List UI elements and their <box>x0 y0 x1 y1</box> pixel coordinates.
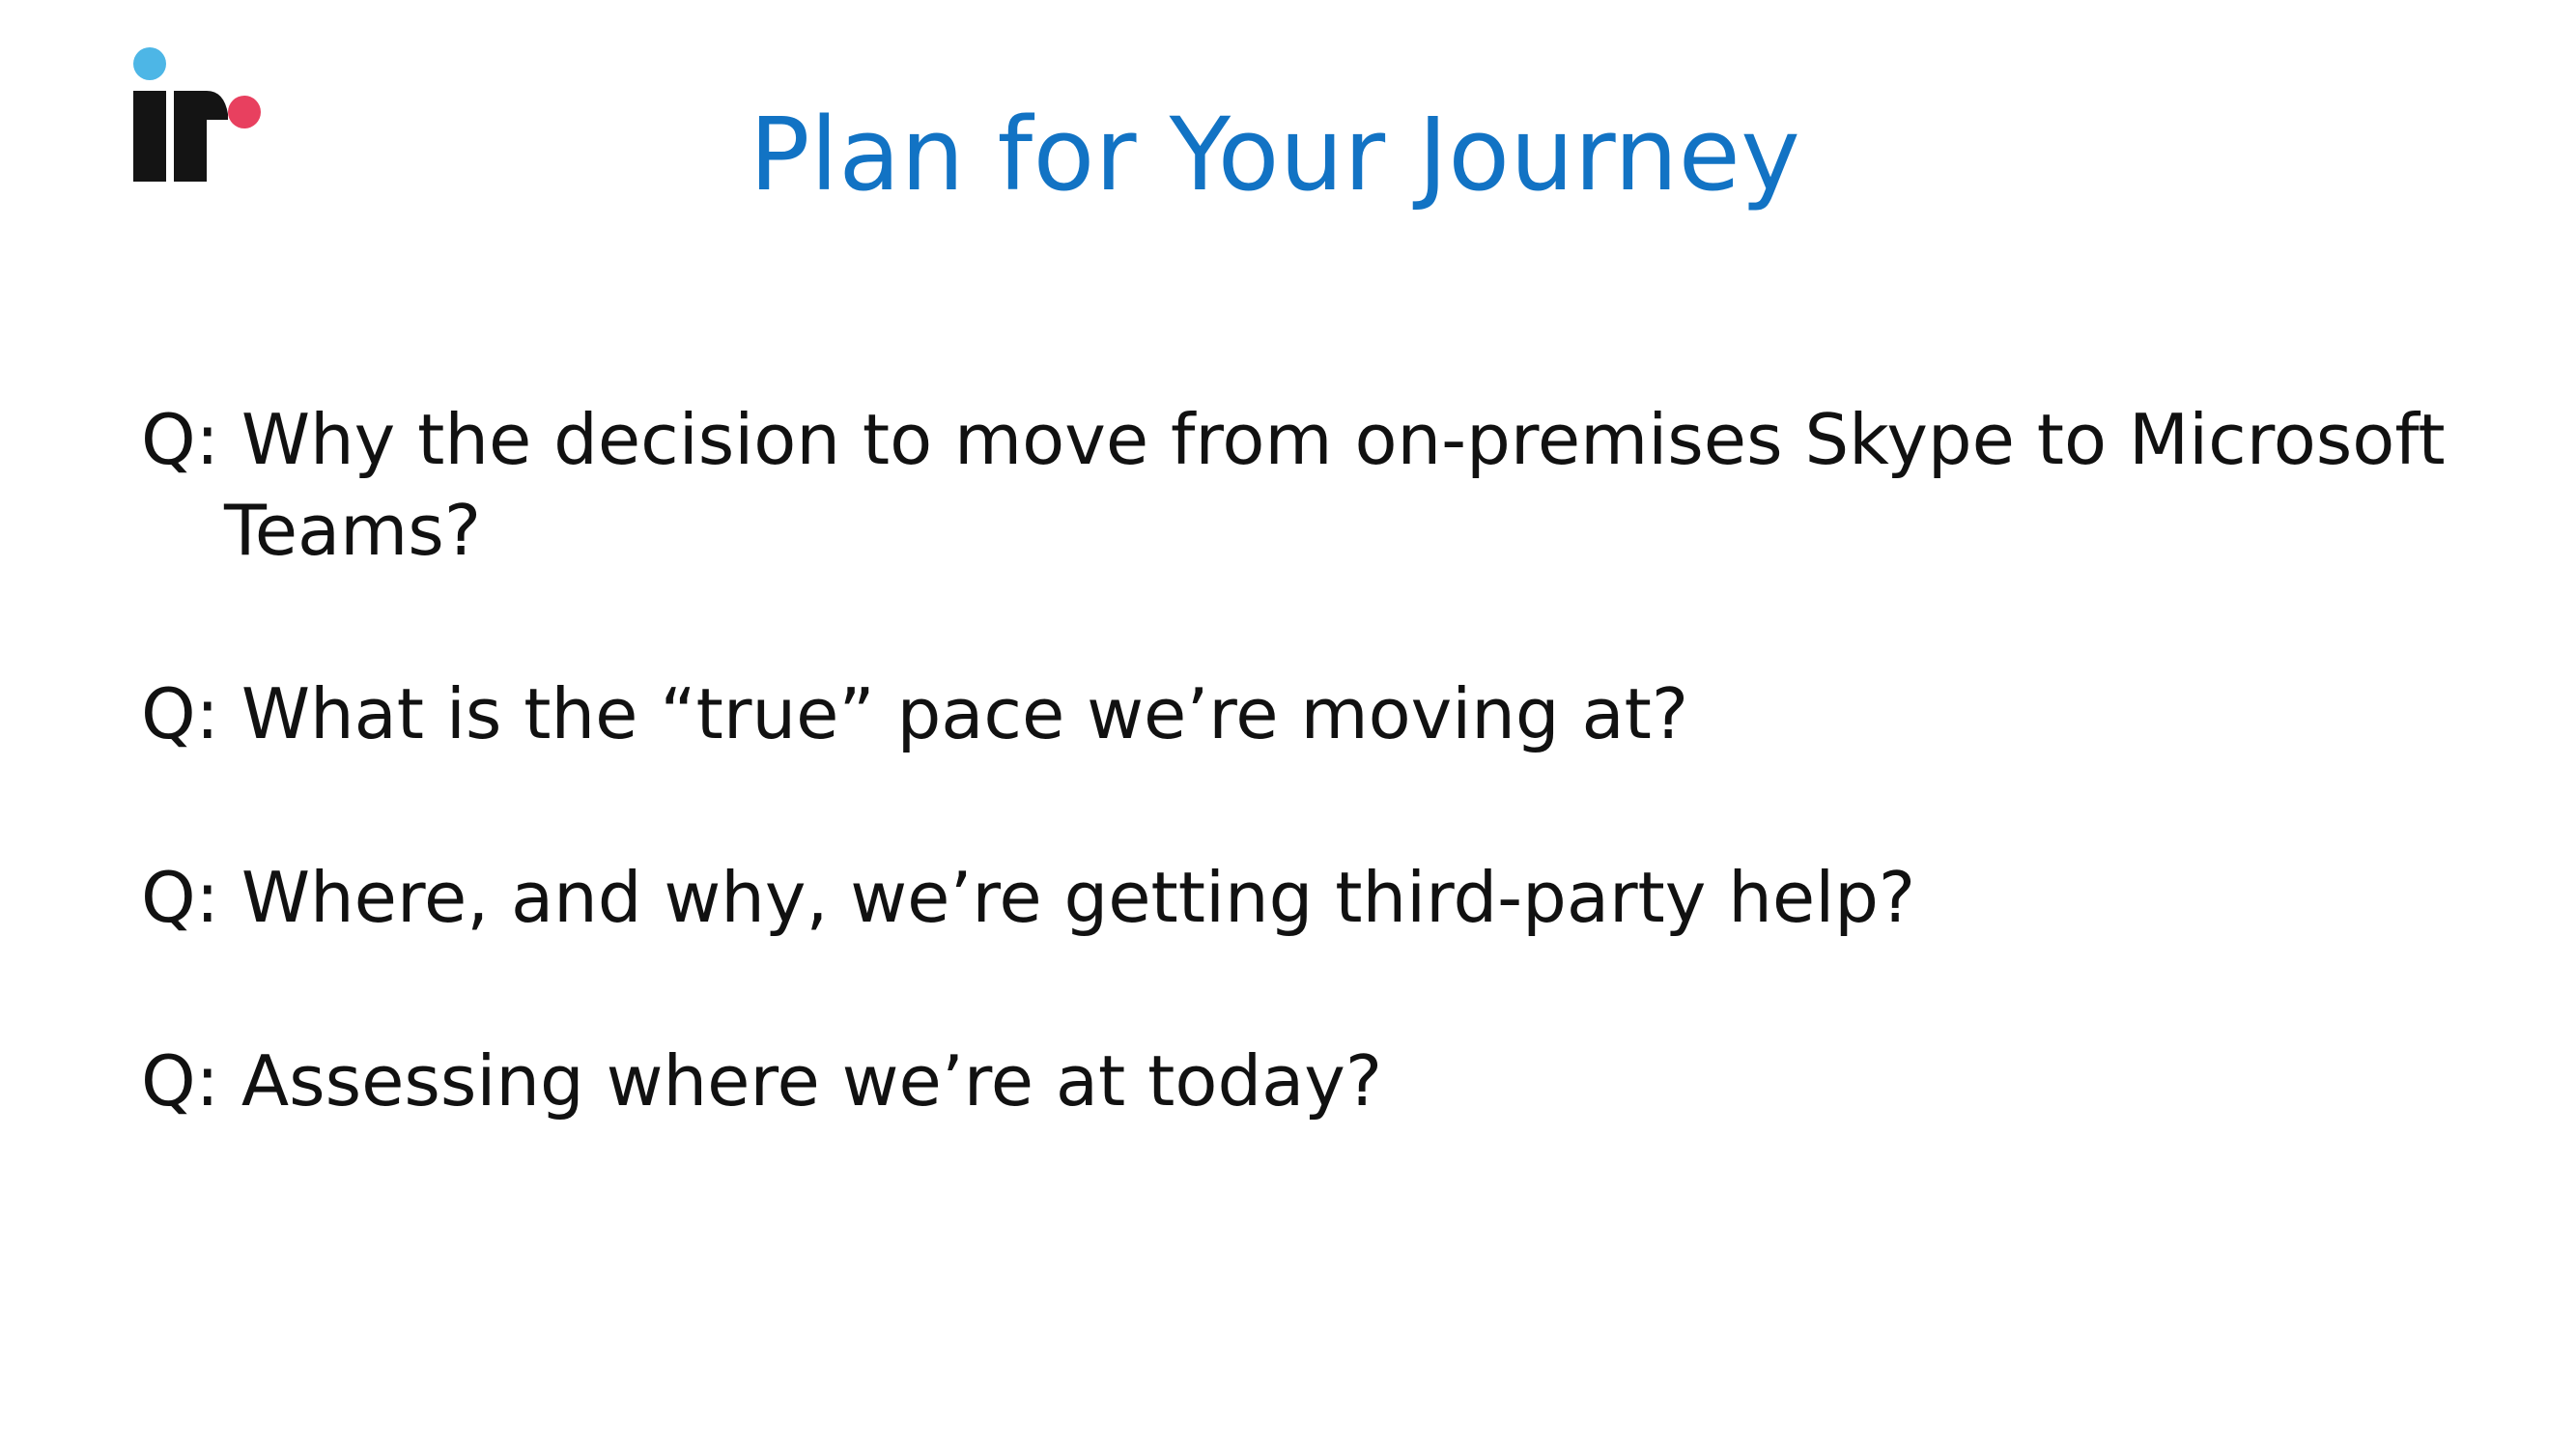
question-item: Q: What is the “true” pace we’re moving at? <box>141 673 1689 754</box>
logo-blue-dot <box>133 47 166 80</box>
question-item: Q: Assessing where we’re at today? <box>141 1040 1383 1122</box>
slide-title: Plan for Your Journey <box>749 96 1801 213</box>
question-item: Q: Where, and why, we’re getting third-party help? <box>141 857 1916 938</box>
question-list <box>141 394 2478 1219</box>
question-item: Q: Why the decision to move from on-premises Skype to Microsoft Teams? <box>141 399 2446 571</box>
